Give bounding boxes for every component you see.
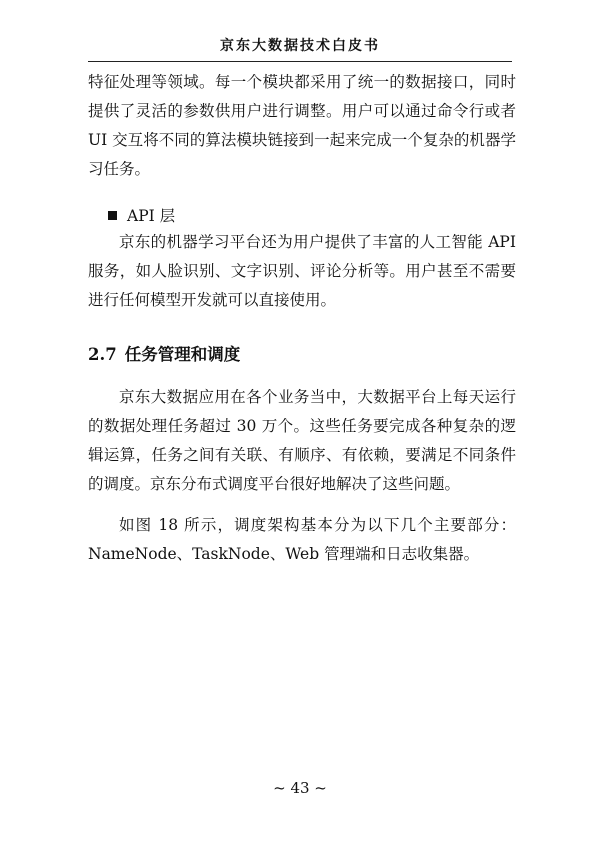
square-bullet-icon — [108, 211, 117, 220]
section-title: 任务管理和调度 — [124, 345, 241, 364]
paragraph-continued: 特征处理等领域。每一个模块都采用了统一的数据接口，同时提供了灵活的参数供用户进行调整。用户可以通过命令行或者 UI 交互将不同的算法模块链接到一起来完成一个复杂的机器学习任务。 — [88, 73, 516, 178]
header-rule — [88, 61, 512, 62]
paragraph-api-layer: 京东的机器学习平台还为用户提供了丰富的人工智能 API 服务，如人脸识别、文字识别、评论分析等。用户甚至不需要进行任何模型开发就可以直接使用。 — [88, 233, 516, 309]
section-heading — [88, 343, 240, 367]
page-number: ~ 43 ~ — [273, 779, 327, 797]
section-number: 2.7 — [88, 345, 117, 364]
running-header: 京东大数据技术白皮书 — [220, 38, 380, 54]
bullet-label: API 层 — [127, 207, 176, 225]
paragraph-architecture: 如图 18 所示，调度架构基本分为以下几个主要部分：NameNode、TaskNode、Web 管理端和日志收集器。 — [88, 516, 516, 563]
paragraph-scheduling: 京东大数据应用在各个业务当中，大数据平台上每天运行的数据处理任务超过 30 万个。这些任务要完成各种复杂的逻辑运算，任务之间有关联、有顺序、有依赖，要满足不同条件的调度。京东分布式调度平台很好地解决了这些问题。 — [88, 388, 516, 493]
bullet-item — [108, 205, 175, 227]
